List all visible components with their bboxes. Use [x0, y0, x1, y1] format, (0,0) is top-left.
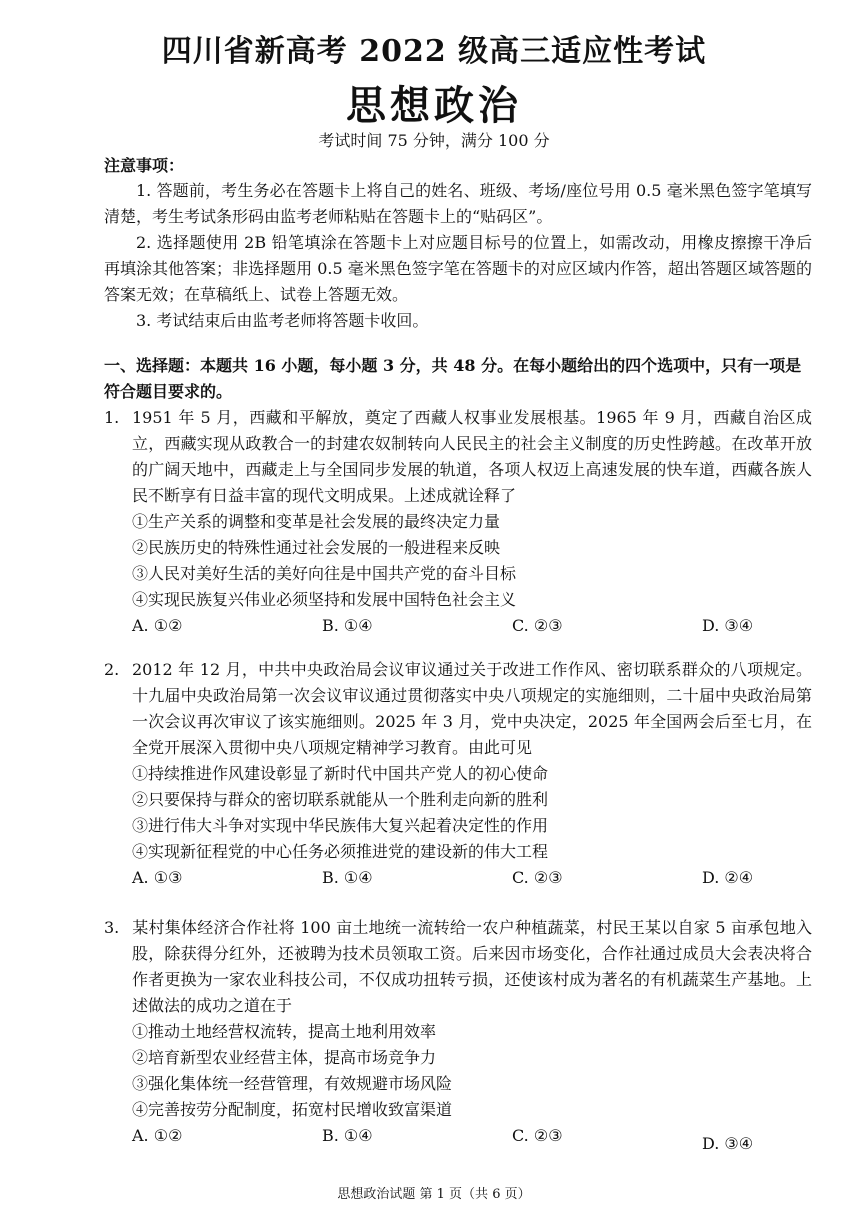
statement-option: ①生产关系的调整和变革是社会发展的最终决定力量 [132, 512, 501, 531]
choice-d: D. ②④ [702, 868, 754, 887]
answer-choices [132, 613, 812, 639]
notice-item: 3. 考试结束后由监考老师将答题卡收回。 [136, 311, 429, 330]
question-stem [104, 915, 812, 1019]
choice-c: C. ②③ [512, 868, 563, 887]
question-2 [104, 657, 812, 891]
choice-d: D. ③④ [702, 616, 754, 635]
question-number: 2. [104, 660, 120, 679]
answer-choices [132, 865, 812, 891]
choice-b: B. ①④ [322, 616, 373, 635]
question-text: 某村集体经济合作社将 100 亩土地统一流转给一农户种植蔬菜，村民王某以自家 5 亩承包地入股，除获得分红外，还被聘为技术员领取工资。后来因市场变化，合作社通过成员大会表决将合作者更换为一家农业科技公司，不仅成功扭转亏损，还使该村成为著名的有机蔬菜生产基地。上述做法的成功之道在于 [132, 918, 812, 1015]
statement-option: ②只要保持与群众的密切联系就能从一个胜利走向新的胜利 [132, 790, 549, 809]
question-3 [104, 915, 812, 1153]
statement-option: ③进行伟大斗争对实现中华民族伟大复兴起着决定性的作用 [132, 816, 549, 835]
notice-item: 1. 答题前，考生务必在答题卡上将自己的姓名、班级、考场/座位号用 0.5 毫米黑色签字笔填写清楚，考生考试条形码由监考老师粘贴在答题卡上的“贴码区”。 [104, 181, 812, 226]
notice-item: 2. 选择题使用 2B 铅笔填涂在答题卡上对应题目标号的位置上，如需改动，用橡皮擦擦干净后再填涂其他答案；非选择题用 0.5 毫米黑色签字笔在答题卡的对应区域内作答，超出答题区域答题的答案无效；在草稿纸上、试卷上答题无效。 [104, 233, 812, 304]
choice-a: A. ①③ [132, 868, 183, 887]
exam-duration-score: 考试时间 75 分钟，满分 100 分 [318, 131, 550, 150]
question-number: 1. [104, 408, 120, 427]
choice-a: A. ①② [132, 616, 183, 635]
statement-option: ②培育新型农业经营主体，提高市场竞争力 [132, 1048, 437, 1067]
statement-option: ①持续推进作风建设彰显了新时代中国共产党人的初心使命 [132, 764, 549, 783]
section-heading: 一、选择题：本题共 16 小题，每小题 3 分，共 48 分。在每小题给出的四个选项中，只有一项是符合题目要求的。 [104, 356, 802, 401]
statement-option: ③人民对美好生活的美好向往是中国共产党的奋斗目标 [132, 564, 517, 583]
question-number: 3. [104, 918, 120, 937]
question-1 [104, 405, 812, 639]
statement-option: ③强化集体统一经营管理，有效规避市场风险 [132, 1074, 453, 1093]
choice-c: C. ②③ [512, 616, 563, 635]
statement-option: ②民族历史的特殊性通过社会发展的一般进程来反映 [132, 538, 501, 557]
choice-a: A. ①② [132, 1126, 183, 1145]
statement-option: ④完善按劳分配制度，拓宽村民增收致富渠道 [132, 1100, 453, 1119]
notice-heading: 注意事项： [104, 156, 185, 175]
choice-b: B. ①④ [322, 1126, 373, 1145]
question-stem [104, 657, 812, 761]
notice-list [104, 178, 812, 334]
statement-option: ④实现民族复兴伟业必须坚持和发展中国特色社会主义 [132, 590, 517, 609]
answer-choices [132, 1123, 812, 1153]
question-stem [104, 405, 812, 509]
choice-d: D. ③④ [702, 1134, 754, 1153]
exam-title: 四川省新高考 2022 级高三适应性考试 [161, 34, 707, 69]
question-text: 1951 年 5 月，西藏和平解放，奠定了西藏人权事业发展根基。1965 年 9 月，西藏自治区成立，西藏实现从政教合一的封建农奴制转向人民民主的社会主义制度的历史性跨越。在改革开放的广阔天地中，西藏走上与全国同步发展的轨道，各项人权迈上高速发展的快车道，西藏各族人民不断享有日益丰富的现代文明成果。上述成就诠释了 [132, 408, 812, 505]
choice-c: C. ②③ [512, 1126, 563, 1145]
subject-title: 思想政治 [346, 82, 522, 129]
statement-option: ④实现新征程党的中心任务必须推进党的建设新的伟大工程 [132, 842, 549, 861]
page-footer: 思想政治试题 第 1 页（共 6 页） [337, 1187, 531, 1202]
choice-b: B. ①④ [322, 868, 373, 887]
question-text: 2012 年 12 月，中共中央政治局会议审议通过关于改进工作作风、密切联系群众的八项规定。十九届中央政治局第一次会议审议通过贯彻落实中央八项规定的实施细则，二十届中央政治局第一次会议再次审议了该实施细则。2025 年 3 月，党中央决定，2025 年全国两会后至七月，在全党开展深入贯彻中央八项规定精神学习教育。由此可见 [132, 660, 812, 757]
statement-option: ①推动土地经营权流转，提高土地利用效率 [132, 1022, 437, 1041]
